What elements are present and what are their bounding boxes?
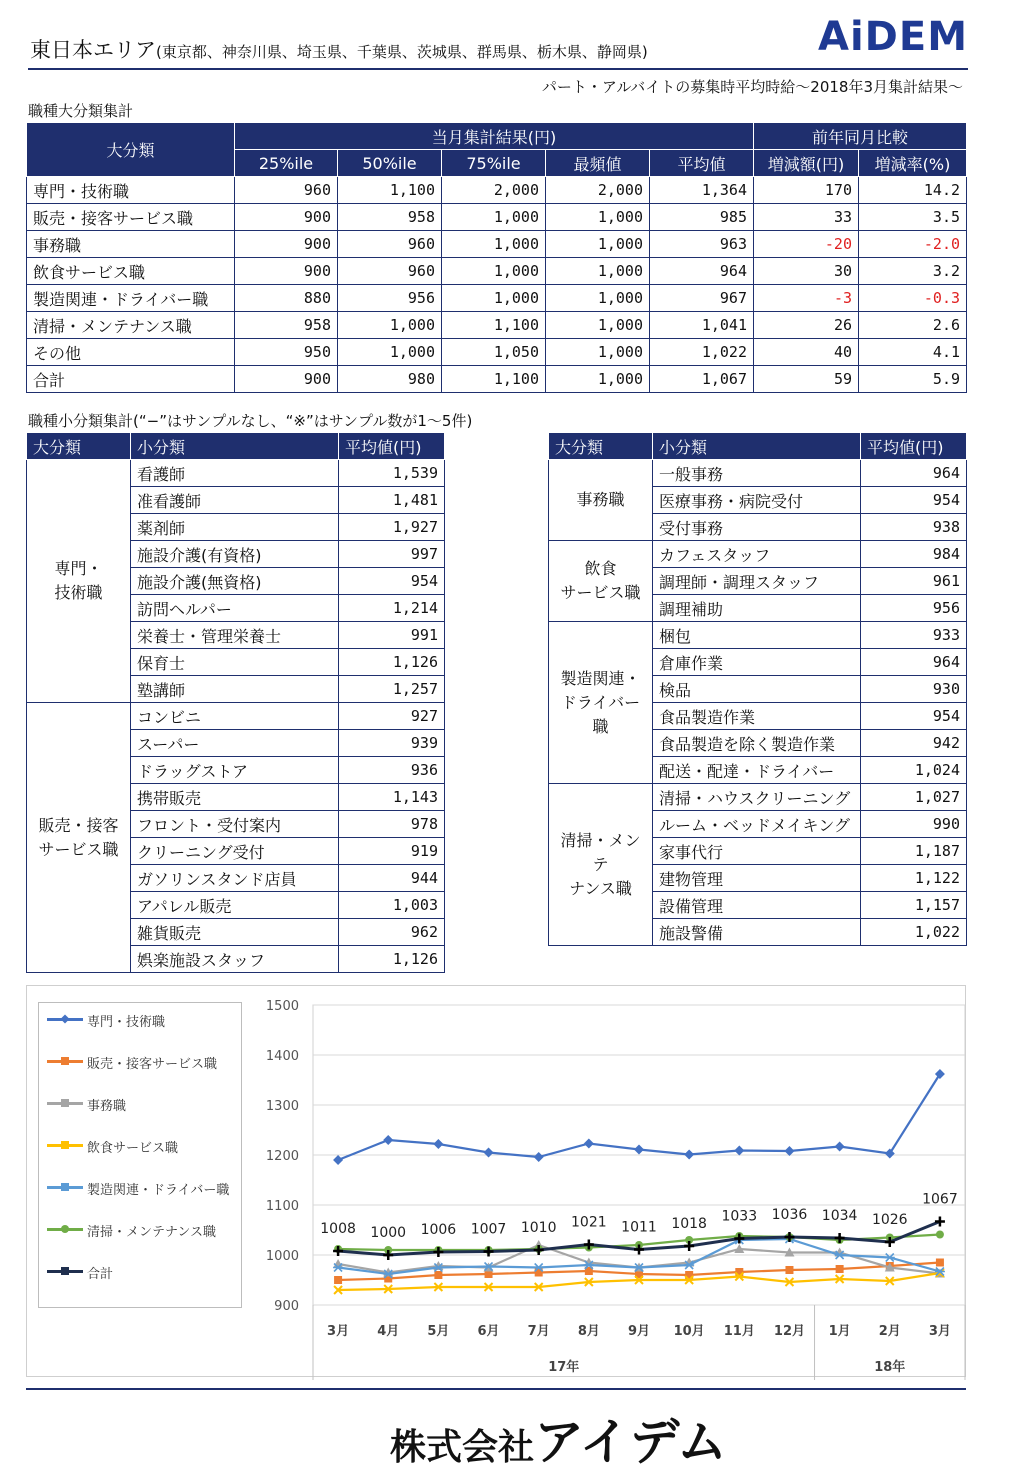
- data-point: [684, 1150, 694, 1160]
- y-tick-label: 1500: [265, 999, 299, 1014]
- minor-left-item-name: 薬剤師: [131, 514, 339, 541]
- major-cell-diff: 170: [754, 177, 859, 204]
- data-label: 1008: [320, 1221, 356, 1237]
- data-label: 1033: [721, 1208, 758, 1225]
- major-cell-mode: 1,000: [546, 204, 650, 231]
- report-title: パート・アルバイトの募集時平均時給〜2018年3月集計結果〜: [541, 78, 963, 96]
- minor-right-item-name: 調理補助: [653, 595, 861, 622]
- minor-right-item-name: 梱包: [653, 622, 861, 649]
- minor-right-item-name: 清掃・ハウスクリーニング: [653, 784, 861, 811]
- y-tick-label: 1000: [265, 1249, 299, 1264]
- major-cell-p25: 958: [235, 312, 338, 339]
- minor-left-item-name: 娯楽施設スタッフ: [131, 946, 339, 973]
- major-cell-p75: 2,000: [442, 177, 546, 204]
- major-cell-mode: 2,000: [546, 177, 650, 204]
- minor-right-item-value: 990: [861, 811, 967, 838]
- major-cell-p75: 1,000: [442, 204, 546, 231]
- major-row-label: 販売・接客サービス職: [27, 204, 235, 231]
- data-label: 1000: [370, 1225, 407, 1241]
- minor-left-item-name: 施設介護(有資格): [131, 541, 339, 568]
- year-label: 17年: [548, 1360, 580, 1375]
- data-point: [333, 1155, 343, 1165]
- data-point: [684, 1241, 694, 1251]
- major-cell-p50: 980: [338, 366, 442, 393]
- minor-left-item-name: コンビニ: [131, 703, 339, 730]
- minor-left-item-value: 1,214: [339, 595, 445, 622]
- major-header-p50: 50%ile: [338, 150, 442, 177]
- minor-left-item-name: 雑貨販売: [131, 919, 339, 946]
- minor-right-item-name: 食品製造を除く製造作業: [653, 730, 861, 757]
- major-cell-p25: 900: [235, 204, 338, 231]
- major-cell-p50: 960: [338, 231, 442, 258]
- major-row-label: 合計: [27, 366, 235, 393]
- legend-label: 販売・接客サービス職: [87, 1057, 218, 1072]
- minor-right-item-value: 942: [861, 730, 967, 757]
- data-point: [785, 1266, 793, 1274]
- legend-label: 合計: [87, 1267, 114, 1282]
- minor-right-item-name: 受付事務: [653, 514, 861, 541]
- minor-right-item-name: 調理師・調理スタッフ: [653, 568, 861, 595]
- minor-right-group-label: 飲食 サービス職: [549, 541, 653, 622]
- minor-left-item-name: 准看護師: [131, 487, 339, 514]
- minor-right-group-label: 清掃・メンテ ナンス職: [549, 784, 653, 946]
- minor-left-item-value: 962: [339, 919, 445, 946]
- data-label: 1018: [671, 1216, 707, 1232]
- data-point: [836, 1265, 844, 1273]
- major-cell-avg: 964: [650, 258, 754, 285]
- minor-left-item-name: フロント・受付案内: [131, 811, 339, 838]
- major-cell-p75: 1,000: [442, 285, 546, 312]
- major-cell-rate: 14.2: [859, 177, 967, 204]
- major-cell-avg: 1,067: [650, 366, 754, 393]
- major-cell-mode: 1,000: [546, 231, 650, 258]
- company-prefix: 株式会社: [390, 1427, 535, 1468]
- minor-left-item-value: 1,126: [339, 649, 445, 676]
- major-cell-p25: 900: [235, 366, 338, 393]
- major-cell-rate: 2.6: [859, 312, 967, 339]
- data-point: [935, 1217, 945, 1227]
- major-cell-diff: -3: [754, 285, 859, 312]
- major-cell-p50: 956: [338, 285, 442, 312]
- data-point: [936, 1231, 944, 1239]
- year-label: 18年: [874, 1360, 906, 1375]
- minor-right-item-value: 938: [861, 514, 967, 541]
- minor-right-group-label: 事務職: [549, 460, 653, 541]
- legend-label: 飲食サービス職: [87, 1141, 179, 1156]
- minor-left-item-value: 927: [339, 703, 445, 730]
- minor-left-group-label: 販売・接客 サービス職: [27, 703, 131, 973]
- area-title: 東日本エリア: [30, 38, 156, 62]
- minor-right-item-name: 施設警備: [653, 919, 861, 946]
- major-cell-mode: 1,000: [546, 312, 650, 339]
- major-cell-p75: 1,000: [442, 231, 546, 258]
- minor-right-header-minor: 小分類: [653, 433, 861, 460]
- x-tick-label: 7月: [527, 1324, 550, 1339]
- aidem-logo-text: AiDEM: [818, 14, 968, 60]
- major-cell-p50: 1,100: [338, 177, 442, 204]
- minor-right-item-value: 1,122: [861, 865, 967, 892]
- minor-left-item-name: 訪問ヘルパー: [131, 595, 339, 622]
- major-cell-p25: 900: [235, 231, 338, 258]
- major-cell-diff: 30: [754, 258, 859, 285]
- major-cell-avg: 963: [650, 231, 754, 258]
- major-header-p25: 25%ile: [235, 150, 338, 177]
- major-cell-avg: 967: [650, 285, 754, 312]
- minor-right-header-avg: 平均値(円): [861, 433, 967, 460]
- major-cell-mode: 1,000: [546, 339, 650, 366]
- major-cell-avg: 1,364: [650, 177, 754, 204]
- minor-right-item-name: カフェスタッフ: [653, 541, 861, 568]
- minor-right-item-value: 1,024: [861, 757, 967, 784]
- major-header-prev: 前年同月比較: [754, 123, 967, 150]
- data-label: 1021: [571, 1214, 607, 1231]
- major-cell-p25: 960: [235, 177, 338, 204]
- major-row-label: 清掃・メンテナンス職: [27, 312, 235, 339]
- major-row-label: 飲食サービス職: [27, 258, 235, 285]
- x-tick-label: 3月: [928, 1324, 951, 1339]
- legend-label: 清掃・メンテナンス職: [87, 1225, 216, 1240]
- minor-left-header-minor: 小分類: [131, 433, 339, 460]
- major-cell-avg: 1,022: [650, 339, 754, 366]
- minor-right-item-value: 984: [861, 541, 967, 568]
- data-label: 1007: [470, 1221, 507, 1238]
- major-header-mode: 最頻値: [546, 150, 650, 177]
- major-row-label: 事務職: [27, 231, 235, 258]
- minor-right-item-name: 家事代行: [653, 838, 861, 865]
- minor-right-item-name: 医療事務・病院受付: [653, 487, 861, 514]
- minor-left-item-value: 978: [339, 811, 445, 838]
- major-cell-diff: 59: [754, 366, 859, 393]
- minor-right-item-name: 食品製造作業: [653, 703, 861, 730]
- major-cell-p75: 1,050: [442, 339, 546, 366]
- major-cell-diff: 26: [754, 312, 859, 339]
- minor-left-item-name: 塾講師: [131, 676, 339, 703]
- major-cell-rate: -2.0: [859, 231, 967, 258]
- major-cell-p50: 958: [338, 204, 442, 231]
- major-row-label: その他: [27, 339, 235, 366]
- data-label: 1034: [821, 1208, 858, 1224]
- minor-right-item-value: 933: [861, 622, 967, 649]
- minor-right-group-label: 製造関連・ ドライバー職: [549, 622, 653, 784]
- data-point: [334, 1276, 342, 1284]
- legend-label: 製造関連・ドライバー職: [87, 1183, 230, 1198]
- minor-left-item-value: 1,481: [339, 487, 445, 514]
- data-label: 1006: [420, 1222, 457, 1238]
- minor-left-header-avg: 平均値(円): [339, 433, 445, 460]
- major-cell-mode: 1,000: [546, 366, 650, 393]
- data-point: [534, 1152, 544, 1162]
- x-tick-label: 1月: [828, 1324, 851, 1339]
- data-point: [434, 1271, 442, 1279]
- major-cell-diff: -20: [754, 231, 859, 258]
- major-section-title: 職種大分類集計: [28, 102, 134, 120]
- minor-right-item-value: 964: [861, 649, 967, 676]
- minor-left-group-label: 専門・ 技術職: [27, 460, 131, 703]
- minor-left-item-value: 936: [339, 757, 445, 784]
- minor-right-item-value: 954: [861, 703, 967, 730]
- minor-right-item-name: 設備管理: [653, 892, 861, 919]
- data-label: 1010: [520, 1220, 557, 1236]
- data-point: [383, 1135, 393, 1145]
- major-cell-p25: 880: [235, 285, 338, 312]
- minor-right-item-name: 一般事務: [653, 460, 861, 487]
- major-cell-p50: 960: [338, 258, 442, 285]
- major-header-category: 大分類: [27, 123, 235, 177]
- y-tick-label: 1300: [265, 1099, 299, 1114]
- minor-left-item-value: 944: [339, 865, 445, 892]
- y-tick-label: 1100: [265, 1199, 299, 1214]
- x-tick-label: 5月: [427, 1324, 450, 1339]
- major-cell-rate: -0.3: [859, 285, 967, 312]
- major-cell-mode: 1,000: [546, 285, 650, 312]
- data-point: [734, 1146, 744, 1156]
- minor-left-item-name: 看護師: [131, 460, 339, 487]
- company-main: アイデム: [534, 1413, 728, 1471]
- x-tick-label: 6月: [477, 1324, 500, 1339]
- minor-right-item-value: 954: [861, 487, 967, 514]
- data-point: [584, 1139, 594, 1149]
- major-cell-avg: 985: [650, 204, 754, 231]
- minor-left-item-name: スーパー: [131, 730, 339, 757]
- major-cell-avg: 1,041: [650, 312, 754, 339]
- x-tick-label: 10月: [673, 1324, 705, 1339]
- y-tick-label: 1200: [265, 1149, 299, 1164]
- minor-left-item-value: 997: [339, 541, 445, 568]
- major-cell-mode: 1,000: [546, 258, 650, 285]
- minor-section-title: 職種小分類集計(“−”はサンプルなし、“※”はサンプル数が1〜5件): [28, 412, 473, 430]
- data-point: [835, 1142, 845, 1152]
- data-point: [634, 1145, 644, 1155]
- minor-left-item-name: 栄養士・管理栄養士: [131, 622, 339, 649]
- data-label: 1026: [871, 1212, 908, 1228]
- data-label: 1011: [621, 1219, 657, 1236]
- minor-left-header-major: 大分類: [27, 433, 131, 460]
- major-header-rate: 増減率(%): [859, 150, 967, 177]
- legend-label: 専門・技術職: [87, 1015, 166, 1030]
- major-row-label: 製造関連・ドライバー職: [27, 285, 235, 312]
- minor-right-header-major: 大分類: [549, 433, 653, 460]
- data-point: [936, 1259, 944, 1267]
- minor-left-item-value: 954: [339, 568, 445, 595]
- minor-left-item-name: 携帯販売: [131, 784, 339, 811]
- minor-right-item-value: 964: [861, 460, 967, 487]
- minor-right-item-name: 配送・配達・ドライバー: [653, 757, 861, 784]
- data-label: 1036: [771, 1207, 808, 1223]
- minor-left-item-value: 1,126: [339, 946, 445, 973]
- x-tick-label: 12月: [773, 1324, 806, 1339]
- minor-left-item-value: 1,257: [339, 676, 445, 703]
- minor-left-item-name: クリーニング受付: [131, 838, 339, 865]
- x-tick-label: 11月: [723, 1324, 755, 1339]
- minor-right-item-value: 1,187: [861, 838, 967, 865]
- x-tick-label: 2月: [878, 1324, 901, 1339]
- major-cell-rate: 3.5: [859, 204, 967, 231]
- y-tick-label: 1400: [265, 1049, 299, 1064]
- x-tick-label: 9月: [627, 1324, 651, 1339]
- major-header-diff: 増減額(円): [754, 150, 859, 177]
- company-name: [390, 1402, 727, 1474]
- y-tick-label: 900: [274, 1299, 299, 1314]
- minor-right-item-name: 建物管理: [653, 865, 861, 892]
- minor-left-item-name: アパレル販売: [131, 892, 339, 919]
- major-header-avg: 平均値: [650, 150, 754, 177]
- major-row-label: 専門・技術職: [27, 177, 235, 204]
- minor-left-item-value: 1,003: [339, 892, 445, 919]
- minor-left-item-value: 919: [339, 838, 445, 865]
- minor-right-item-name: 検品: [653, 676, 861, 703]
- area-regions: (東京都、神奈川県、埼玉県、千葉県、茨城県、群馬県、栃木県、静岡県): [156, 43, 648, 61]
- data-label: 1067: [922, 1191, 958, 1208]
- major-cell-rate: 4.1: [859, 339, 967, 366]
- major-cell-rate: 3.2: [859, 258, 967, 285]
- minor-right-item-value: 930: [861, 676, 967, 703]
- minor-left-item-name: ドラッグストア: [131, 757, 339, 784]
- minor-left-item-value: 1,539: [339, 460, 445, 487]
- minor-left-item-name: 保育士: [131, 649, 339, 676]
- major-cell-p50: 1,000: [338, 312, 442, 339]
- data-point: [433, 1139, 443, 1149]
- footer-divider: [26, 1388, 966, 1390]
- minor-left-item-name: ガソリンスタンド店員: [131, 865, 339, 892]
- minor-left-item-value: 1,927: [339, 514, 445, 541]
- minor-right-item-name: ルーム・ベッドメイキング: [653, 811, 861, 838]
- minor-left-item-value: 991: [339, 622, 445, 649]
- minor-right-item-name: 倉庫作業: [653, 649, 861, 676]
- major-cell-diff: 40: [754, 339, 859, 366]
- x-tick-label: 3月: [327, 1324, 350, 1339]
- minor-left-item-name: 施設介護(無資格): [131, 568, 339, 595]
- minor-right-item-value: 1,027: [861, 784, 967, 811]
- major-cell-p75: 1,000: [442, 258, 546, 285]
- major-cell-p25: 900: [235, 258, 338, 285]
- minor-right-item-value: 961: [861, 568, 967, 595]
- major-cell-p75: 1,100: [442, 312, 546, 339]
- minor-right-item-value: 956: [861, 595, 967, 622]
- major-cell-diff: 33: [754, 204, 859, 231]
- minor-right-item-value: 1,022: [861, 919, 967, 946]
- minor-left-item-value: 1,143: [339, 784, 445, 811]
- data-point: [484, 1148, 494, 1158]
- minor-left-item-value: 939: [339, 730, 445, 757]
- legend-label: 事務職: [87, 1099, 127, 1114]
- major-cell-p25: 950: [235, 339, 338, 366]
- major-cell-p50: 1,000: [338, 339, 442, 366]
- major-header-current: 当月集計結果(円): [235, 123, 754, 150]
- major-cell-p75: 1,100: [442, 366, 546, 393]
- major-cell-rate: 5.9: [859, 366, 967, 393]
- major-header-p75: 75%ile: [442, 150, 546, 177]
- minor-right-item-value: 1,157: [861, 892, 967, 919]
- x-tick-label: 8月: [577, 1324, 600, 1339]
- x-tick-label: 4月: [377, 1324, 400, 1339]
